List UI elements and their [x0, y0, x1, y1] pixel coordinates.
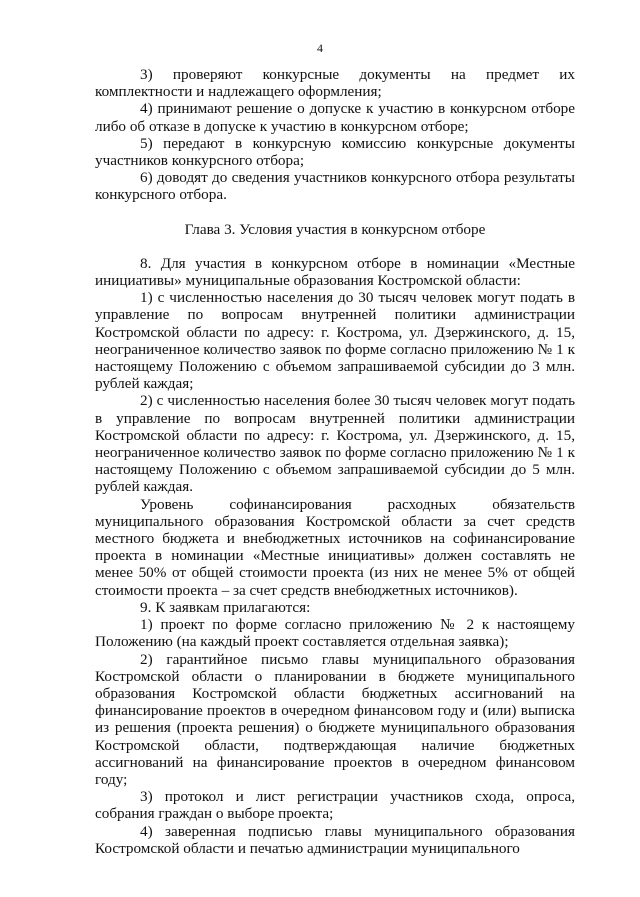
paragraph: 8. Для участия в конкурсном отборе в номинации «Местные инициативы» муниципальные образования Костромской области: [95, 254, 575, 290]
paragraph: 2) с численностью населения более 30 тысяч человек могут подать в управление по вопросам внутренней политики администрации Костромской области по адресу: г. Кострома, ул. Дзержинского, д. 15, неограниченное количество заявок по форме согласно приложению № 1 к настоящему Положению с объемом запрашиваемой субсидии до 5 млн. рублей каждая. [95, 392, 575, 496]
paragraph: 3) протокол и лист регистрации участников схода, опроса, собрания граждан о выборе проекта; [95, 788, 575, 823]
paragraph: 9. К заявкам прилагаются: [140, 598, 311, 616]
paragraph: 4) принимают решение о допуске к участию в конкурсном отборе либо об отказе в допуске к участию в конкурсном отборе; [95, 100, 575, 135]
paragraph: Уровень софинансирования расходных обязательств муниципального образования Костромской области за счет средств местного бюджета и внебюджетных источников на софинансирование проекта в номинации «Местные инициативы» должен составлять не менее 50% от общей стоимости проекта (из них не менее 5% от общей стоимости проекта – за счет средств внебюджетных источников). [95, 495, 575, 599]
paragraph: 5) передают в конкурсную комиссию конкурсные документы участников конкурсного отбора; [95, 134, 575, 170]
paragraph: 1) с численностью населения до 30 тысяч человек могут подать в управление по вопросам внутренней политики администрации Костромской области по адресу: г. Кострома, ул. Дзержинского, д. 15, неограниченное количество заявок по форме согласно приложению № 1 к настоящему Положению с объемом запрашиваемой субсидии до 3 млн. рублей каждая; [95, 289, 575, 393]
page-number: 4 [317, 41, 323, 55]
paragraph: 3) проверяют конкурсные документы на предмет их комплектности и надлежащего оформления; [95, 66, 575, 101]
chapter-title: Глава 3. Условия участия в конкурсном отборе [184, 220, 486, 238]
paragraph: 2) гарантийное письмо главы муниципального образования Костромской области о планировании в бюджете муниципального образования Костромской области бюджетных ассигнований на финансирование проектов в очередном финансовом году и (или) выписка из решения (проекта решения) о бюджете муниципального образования Костромской области, подтверждающая наличие бюджетных ассигнований на финансирование проектов в очередном финансовом году; [95, 650, 575, 788]
paragraph: 4) заверенная подписью главы муниципального образования Костромской области и печатью администрации муниципального [95, 822, 575, 857]
paragraph: 1) проект по форме согласно приложению № 2 к настоящему Положению (на каждый проект составляется отдельная заявка); [95, 616, 575, 651]
paragraph: 6) доводят до сведения участников конкурсного отбора результаты конкурсного отбора. [95, 169, 575, 204]
document-body [95, 66, 575, 857]
